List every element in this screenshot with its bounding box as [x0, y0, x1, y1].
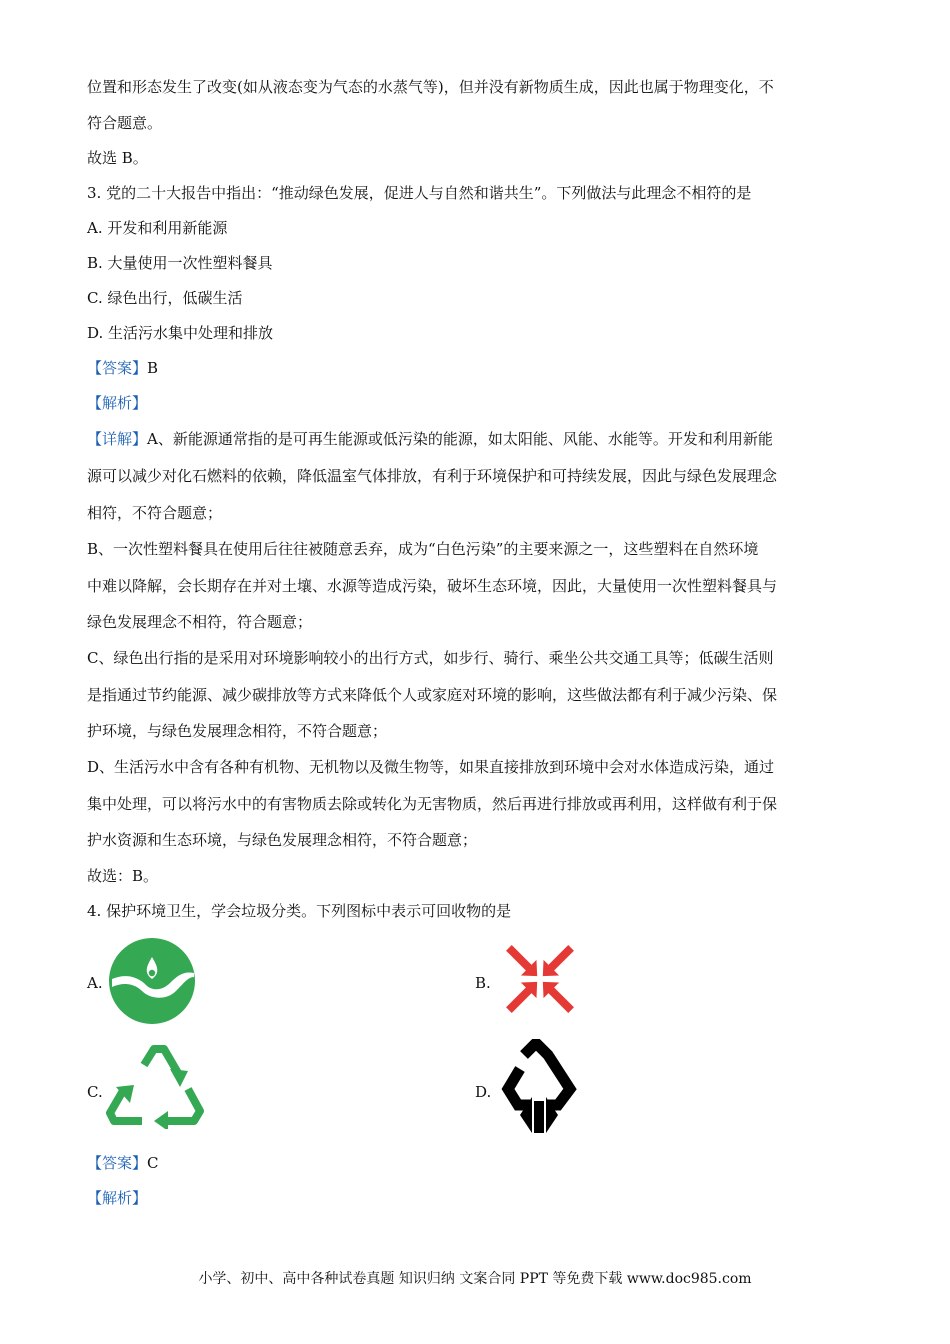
text-line: 符合题意。: [87, 114, 163, 132]
option-d: D. 生活污水集中处理和排放: [87, 324, 274, 342]
option-a: A. 开发和利用新能源: [87, 219, 228, 237]
detail-line: 绿色发展理念不相符，符合题意；: [87, 613, 313, 631]
recycle-triangle-icon: [496, 1039, 582, 1135]
recycle-icon: [106, 1043, 206, 1129]
detail-line: D、生活污水中含有各种有机物、无机物以及微生物等，如果直接排放到环境中会对水体造成污染，通过: [87, 758, 775, 776]
option-b-label: B.: [475, 974, 491, 992]
answer-value: C: [147, 1154, 159, 1172]
analysis-line-q4: [87, 1188, 147, 1208]
answer-tag: 【答案】: [87, 1154, 148, 1172]
page-footer: 小学、初中、高中各种试卷真题 知识归纳 文案合同 PPT 等免费下载 www.doc985.com: [198, 1271, 752, 1287]
detail-line: 相符，不符合题意；: [87, 504, 223, 522]
text-line: 位置和形态发生了改变(如从液态变为气态的水蒸气等)，但并没有新物质生成，因此也属于物理变化，不: [87, 78, 774, 96]
option-c: C. 绿色出行，低碳生活: [87, 289, 243, 307]
detail-line: 是指通过节约能源、减少碳排放等方式来降低个人或家庭对环境的影响，这些做法都有利于减少污染、保: [87, 686, 778, 704]
answer-value: B: [147, 359, 159, 377]
text-line: 故选 B。: [87, 149, 148, 167]
detail-line: 故选：B。: [87, 867, 159, 885]
answer-line-q4: [87, 1153, 159, 1173]
detail-line: 护环境，与绿色发展理念相符，不符合题意；: [87, 722, 388, 740]
detail-text: A、新能源通常指的是可再生能源或低污染的能源，如太阳能、风能、水能等。开发和利用新能: [147, 430, 773, 448]
analysis-line: [87, 393, 147, 413]
option-b: B. 大量使用一次性塑料餐具: [87, 254, 273, 272]
question-3: 3. 党的二十大报告中指出：“推动绿色发展，促进人与自然和谐共生”。下列做法与此理念不相符的是: [87, 184, 752, 202]
answer-tag: 【答案】: [87, 359, 148, 377]
detail-line: B、一次性塑料餐具在使用后往往被随意丢弃，成为“白色污染”的主要来源之一，这些塑料在自然环境: [87, 540, 759, 558]
water-saving-icon: [108, 937, 196, 1025]
detail-tag: 【详解】: [87, 430, 148, 448]
analysis-tag: 【解析】: [87, 1189, 148, 1207]
analysis-tag: 【解析】: [87, 394, 148, 412]
question-4: 4. 保护环境卫生，学会垃圾分类。下列图标中表示可回收物的是: [87, 902, 512, 920]
option-c-label: C.: [87, 1083, 103, 1101]
detail-line: 中难以降解，会长期存在并对土壤、水源等造成污染，破坏生态环境，因此，大量使用一次性塑料餐具与: [87, 577, 778, 595]
compress-arrows-icon: [497, 936, 583, 1022]
answer-line: [87, 358, 158, 378]
option-d-label: D.: [475, 1083, 492, 1101]
detail-line: 护水资源和生态环境，与绿色发展理念相符，不符合题意；: [87, 831, 478, 849]
option-a-label: A.: [87, 974, 103, 992]
detail-line: 源可以减少对化石燃料的依赖，降低温室气体排放，有利于环境保护和可持续发展，因此与绿色发展理念: [87, 467, 778, 485]
detail-line: C、绿色出行指的是采用对环境影响较小的出行方式，如步行、骑行、乘坐公共交通工具等；低碳生活则: [87, 649, 774, 667]
detail-line: [87, 429, 773, 449]
detail-line: 集中处理，可以将污水中的有害物质去除或转化为无害物质，然后再进行排放或再利用，这样做有利于保: [87, 795, 778, 813]
